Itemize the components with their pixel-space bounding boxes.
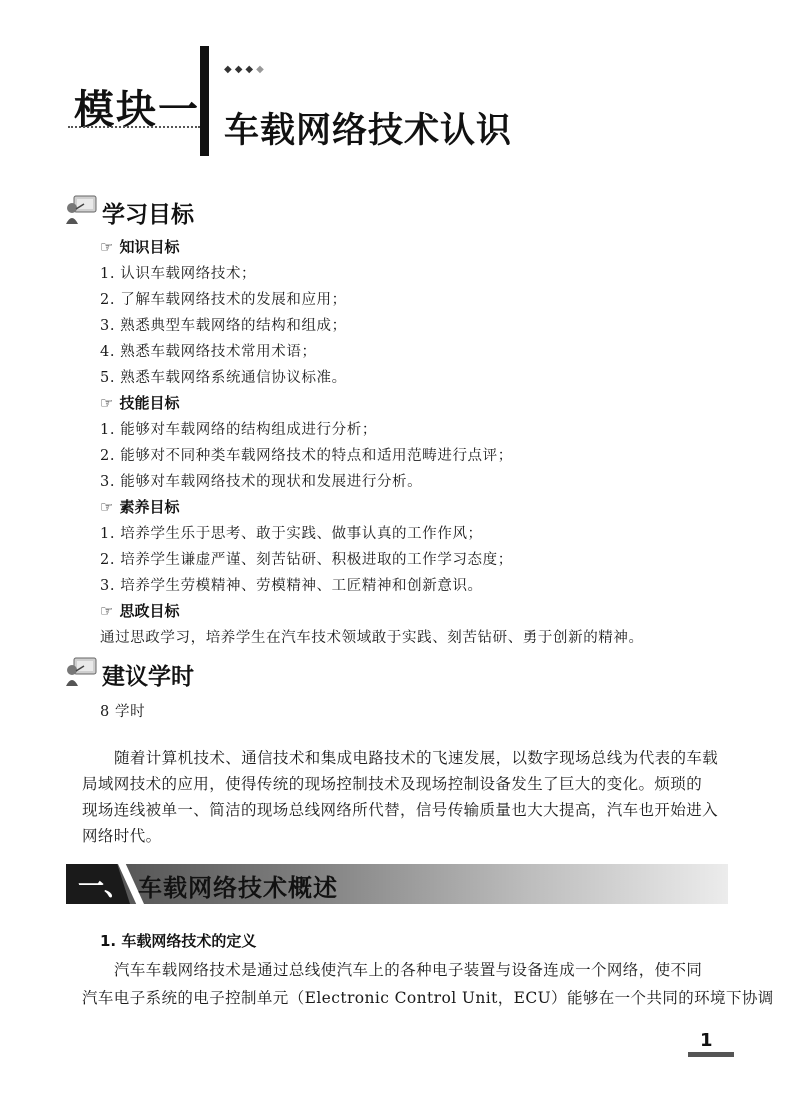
subsection-literacy <box>100 496 179 517</box>
page-number-bar <box>688 1052 734 1057</box>
section-title-hours: 建议学时 <box>102 664 194 690</box>
pointing-hand-icon: ☞ <box>100 497 114 516</box>
section-banner-number: 一、 <box>78 872 131 902</box>
body-line: 汽车电子系统的电子控制单元（Electronic Control Unit，ECU）能够在一个共同的环境下协调 <box>82 989 774 1007</box>
list-item: 4. 熟悉车载网络技术常用术语； <box>100 344 317 360</box>
pointing-hand-icon: ☞ <box>100 601 114 620</box>
pointing-hand-icon: ☞ <box>100 393 114 412</box>
pointing-hand-icon: ☞ <box>100 237 114 256</box>
module-underline <box>68 126 200 128</box>
list-item: 1. 认识车载网络技术； <box>100 266 257 282</box>
intro-line: 网络时代。 <box>82 827 162 845</box>
chapter-title: 车载网络技术认识 <box>224 111 513 151</box>
speaker-board-icon <box>62 656 98 688</box>
header-divider-bar <box>200 46 209 156</box>
list-item: 5. 熟悉车载网络系统通信协议标准。 <box>100 370 347 386</box>
speaker-board-icon <box>62 194 98 226</box>
subsection-skills <box>100 392 179 413</box>
hours-value: 8 学时 <box>100 704 146 720</box>
subsection-knowledge-title: 知识目标 <box>119 238 180 256</box>
intro-line: 局域网技术的应用，使得传统的现场控制技术及现场控制设备发生了巨大的变化。烦琐的 <box>82 775 703 793</box>
section-banner-title: 车载网络技术概述 <box>138 874 338 902</box>
list-item: 2. 培养学生谦虚严谨、刻苦钻研、积极进取的工作学习态度； <box>100 552 513 568</box>
list-item: 通过思政学习，培养学生在汽车技术领域敢于实践、刻苦钻研、勇于创新的精神。 <box>100 630 644 646</box>
list-item: 3. 熟悉典型车载网络的结构和组成； <box>100 318 347 334</box>
subsection-ideology-title: 思政目标 <box>119 602 180 620</box>
module-label: 模块一 <box>74 87 200 133</box>
subsection-heading: 1. 车载网络技术的定义 <box>100 932 257 950</box>
diamond-ornament-icon: ◆◆◆◆ <box>224 64 267 75</box>
section-title-objectives: 学习目标 <box>102 202 194 228</box>
subsection-knowledge <box>100 236 179 257</box>
page-number: 1 <box>700 1030 713 1051</box>
subsection-literacy-title: 素养目标 <box>119 498 180 516</box>
subsection-ideology <box>100 600 179 621</box>
list-item: 2. 了解车载网络技术的发展和应用； <box>100 292 347 308</box>
list-item: 1. 能够对车载网络的结构组成进行分析； <box>100 422 377 438</box>
list-item: 1. 培养学生乐于思考、敢于实践、做事认真的工作作风； <box>100 526 483 542</box>
body-line: 汽车车载网络技术是通过总线使汽车上的各种电子装置与设备连成一个网络，使不同 <box>114 961 703 979</box>
intro-line: 随着计算机技术、通信技术和集成电路技术的飞速发展，以数字现场总线为代表的车载 <box>114 749 719 767</box>
list-item: 3. 能够对车载网络技术的现状和发展进行分析。 <box>100 474 423 490</box>
subsection-skills-title: 技能目标 <box>119 394 180 412</box>
intro-line: 现场连线被单一、简洁的现场总线网络所代替，信号传输质量也大大提高，汽车也开始进入 <box>82 801 719 819</box>
list-item: 2. 能够对不同种类车载网络技术的特点和适用范畴进行点评； <box>100 448 513 464</box>
list-item: 3. 培养学生劳模精神、劳模精神、工匠精神和创新意识。 <box>100 578 483 594</box>
